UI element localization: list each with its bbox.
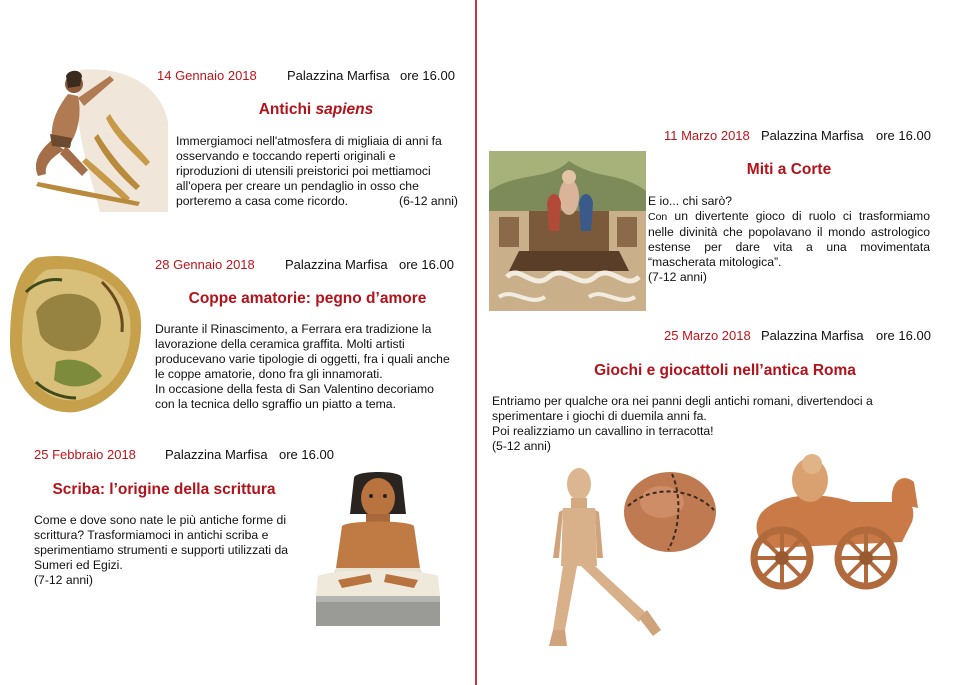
event-place: Palazzina Marfisa bbox=[165, 447, 268, 462]
leather-ball-toy bbox=[620, 466, 720, 556]
page-divider bbox=[475, 0, 477, 685]
event-date: 25 Febbraio 2018 bbox=[34, 447, 136, 462]
event-time: ore 16.00 bbox=[400, 68, 455, 83]
event-date: 28 Gennaio 2018 bbox=[155, 257, 255, 272]
event-title: Scriba: l’origine della scrittura bbox=[52, 481, 276, 498]
event-title: Miti a Corte bbox=[746, 161, 832, 178]
event-title: Giochi e giocattoli nell’antica Roma bbox=[594, 362, 856, 379]
prehistoric-man-tools-illustration bbox=[10, 62, 170, 212]
event-place: Palazzina Marfisa bbox=[761, 328, 864, 343]
graffita-ceramic-plate bbox=[6, 252, 144, 416]
event-time: ore 16.00 bbox=[399, 257, 454, 272]
event-description: Immergiamoci nell'atmosfera di migliaia di anni fa osservando e toccando reperti originali e riproduzioni di utensili preistorici poi mettiamoci all'opera per creare un pendaglio in osso che porteremo a casa come ricordo. (6-12 anni) bbox=[176, 134, 458, 208]
seated-scribe-statue bbox=[308, 468, 448, 628]
event-date: 14 Gennaio 2018 bbox=[157, 68, 257, 83]
event-place: Palazzina Marfisa bbox=[287, 68, 390, 83]
event-place: Palazzina Marfisa bbox=[285, 257, 388, 272]
astrological-fresco-painting bbox=[489, 151, 646, 311]
event-title: Antichi sapiens bbox=[258, 101, 374, 118]
event-time: ore 16.00 bbox=[876, 128, 931, 143]
event-description: Durante il Rinascimento, a Ferrara era tradizione la lavorazione della ceramica graffita. Molti artisti producevano varie tipologie di oggetti, fra i quali anche le coppe amatorie, dono fra gli innamorati. In occasione della festa di San Valentino decoriamo con la tecnica dello sgraffio un piatto a tema. bbox=[155, 322, 450, 411]
event-date: 11 Marzo 2018 bbox=[664, 128, 750, 143]
event-time: ore 16.00 bbox=[279, 447, 334, 462]
event-place: Palazzina Marfisa bbox=[761, 128, 864, 143]
event-description: Entriamo per qualche ora nei panni degli antichi romani, divertendoci a sperimentare i giochi di duemila anni fa. Poi realizziamo un cavallino in terracotta! (5-12 anni) bbox=[492, 394, 873, 453]
event-title: Coppe amatorie: pegno d’amore bbox=[188, 290, 427, 307]
event-description: E io... chi sarò? Con un divertente gioco di ruolo ci trasformiamo nelle divinità che popolavano il mondo astrologico estense per dare vita a una movimentata “mascherata mitologica”. (7-12 anni) bbox=[648, 194, 930, 284]
terracotta-horse-toy bbox=[742, 452, 922, 592]
event-time: ore 16.00 bbox=[876, 328, 931, 343]
event-date: 25 Marzo 2018 bbox=[664, 328, 751, 343]
event-description: Come e dove sono nate le più antiche forme di scrittura? Trasformiamoci in antichi scriba e sperimentiamo strumenti e supporti utilizzati da Sumeri ed Egizi. (7-12 anni) bbox=[34, 513, 289, 587]
